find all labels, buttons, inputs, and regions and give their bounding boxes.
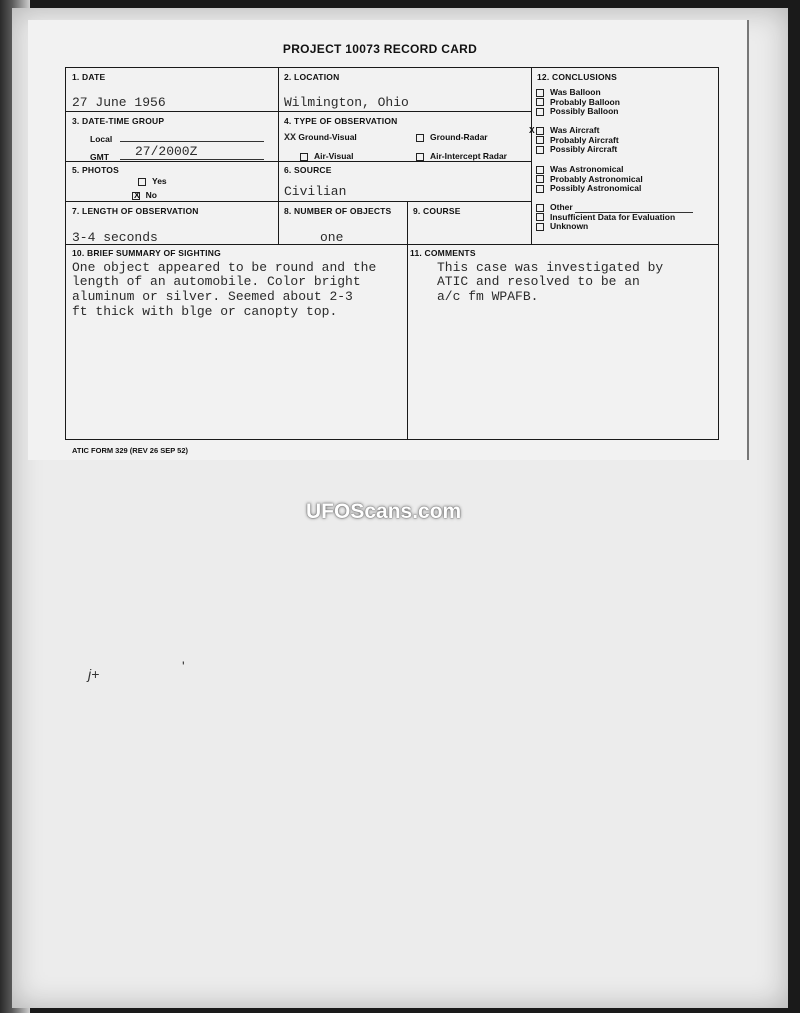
location-value: Wilmington, Ohio xyxy=(284,95,409,110)
air-visual-option xyxy=(300,151,354,161)
conclusion-text: Probably Astronomical xyxy=(550,173,643,184)
conclusion-checkbox xyxy=(536,127,544,135)
ground-visual-text: Ground-Visual xyxy=(298,132,357,142)
photos-no-checkbox xyxy=(132,192,140,200)
ground-visual-mark: XX xyxy=(284,133,297,144)
location-label: 2. LOCATION xyxy=(284,72,340,82)
summary-label: 10. BRIEF SUMMARY OF SIGHTING xyxy=(72,248,221,258)
conclusion-checkbox xyxy=(536,204,544,212)
dtg-local-underline xyxy=(120,141,264,142)
conclusion-text: Was Astronomical xyxy=(550,164,624,174)
air-intercept-option xyxy=(416,151,507,161)
stray-mark: j+ xyxy=(88,666,100,682)
conclusions-group-astronomical xyxy=(536,165,643,194)
conclusion-text: Was Aircraft xyxy=(550,125,600,135)
conclusion-checkbox xyxy=(536,185,544,193)
card-title: PROJECT 10073 RECORD CARD xyxy=(282,42,478,56)
type-obs-label: 4. TYPE OF OBSERVATION xyxy=(284,116,398,126)
air-visual-checkbox xyxy=(300,153,308,161)
source-value: Civilian xyxy=(284,184,347,199)
conclusion-text: Possibly Astronomical xyxy=(550,183,642,193)
air-intercept-text: Air-Intercept Radar xyxy=(430,151,507,161)
dtg-local-label: Local xyxy=(90,134,113,144)
summary-line-2: length of an automobile. Color bright xyxy=(72,274,361,289)
conclusions-group-aircraft xyxy=(536,126,619,155)
conclusion-checkbox xyxy=(536,223,544,231)
conclusion-checkbox xyxy=(536,175,544,183)
dtg-label: 3. DATE-TIME GROUP xyxy=(72,116,165,126)
air-intercept-checkbox xyxy=(416,153,424,161)
dtg-gmt-value: 27/2000Z xyxy=(135,144,198,159)
photos-yes-checkbox xyxy=(138,178,146,186)
conclusion-checkbox xyxy=(536,89,544,97)
photos-yes-text: Yes xyxy=(152,176,167,186)
conclusion-text: Possibly Aircraft xyxy=(550,144,618,154)
conclusion-checkbox xyxy=(536,166,544,174)
dtg-gmt-label: GMT xyxy=(90,152,109,162)
conclusion-item xyxy=(536,222,693,232)
num-objects-label: 8. NUMBER OF OBJECTS xyxy=(284,206,392,216)
dtg-gmt-underline xyxy=(120,159,264,160)
conclusion-item xyxy=(536,145,619,155)
conclusions-label: 12. CONCLUSIONS xyxy=(537,72,617,82)
conclusion-item xyxy=(536,184,643,194)
conclusion-text: Unknown xyxy=(550,221,589,231)
comments-line-1: This case was investigated by xyxy=(437,260,664,275)
conclusion-text: Was Balloon xyxy=(550,87,601,97)
comments-line-2: ATIC and resolved to be an xyxy=(437,274,640,289)
conclusion-text: Probably Balloon xyxy=(550,96,620,107)
photos-no-option xyxy=(134,190,157,200)
length-label: 7. LENGTH OF OBSERVATION xyxy=(72,206,199,216)
conclusion-text: Probably Aircraft xyxy=(550,134,619,145)
comments-line-3: a/c fm WPAFB. xyxy=(437,289,539,304)
stray-mark: ' xyxy=(182,658,185,674)
ground-radar-text: Ground-Radar xyxy=(430,132,488,142)
comments-label: 11. COMMENTS xyxy=(410,248,476,258)
conclusion-text: Insufficient Data for Evaluation xyxy=(550,211,676,222)
date-value: 27 June 1956 xyxy=(72,95,166,110)
length-value: 3-4 seconds xyxy=(72,230,158,245)
watermark: UFOScans.com xyxy=(306,500,462,523)
photos-no-mark: X xyxy=(134,190,140,200)
conclusion-checkbox xyxy=(536,213,544,221)
source-label: 6. SOURCE xyxy=(284,165,332,175)
conclusion-checkbox xyxy=(536,98,544,106)
summary-line-3: aluminum or silver. Seemed about 2-3 xyxy=(72,289,353,304)
conclusion-text: Possibly Balloon xyxy=(550,106,619,116)
conclusions-group-other xyxy=(536,203,693,232)
conclusions-group-balloon xyxy=(536,88,620,117)
conclusion-checkbox xyxy=(536,146,544,154)
form-number: ATIC FORM 329 (REV 26 SEP 52) xyxy=(72,446,189,455)
photos-yes-option xyxy=(138,176,167,186)
photos-label: 5. PHOTOS xyxy=(72,165,119,175)
was-aircraft-mark: X xyxy=(529,125,535,135)
ground-visual-option xyxy=(284,132,357,144)
course-label: 9. COURSE xyxy=(413,206,461,216)
num-objects-value: one xyxy=(320,230,344,245)
card-edge-line xyxy=(747,20,749,460)
photos-no-text: No xyxy=(145,190,158,200)
summary-line-4: ft thick with blge or canopty top. xyxy=(72,304,338,319)
conclusion-checkbox xyxy=(536,136,544,144)
summary-line-1: One object appeared to be round and the xyxy=(72,260,377,275)
conclusion-checkbox xyxy=(536,108,544,116)
date-label: 1. DATE xyxy=(72,72,106,82)
ground-radar-option xyxy=(416,132,488,142)
ground-radar-checkbox xyxy=(416,134,424,142)
conclusion-text: Other xyxy=(550,202,573,212)
air-visual-text: Air-Visual xyxy=(314,151,354,161)
conclusion-item xyxy=(536,107,620,117)
